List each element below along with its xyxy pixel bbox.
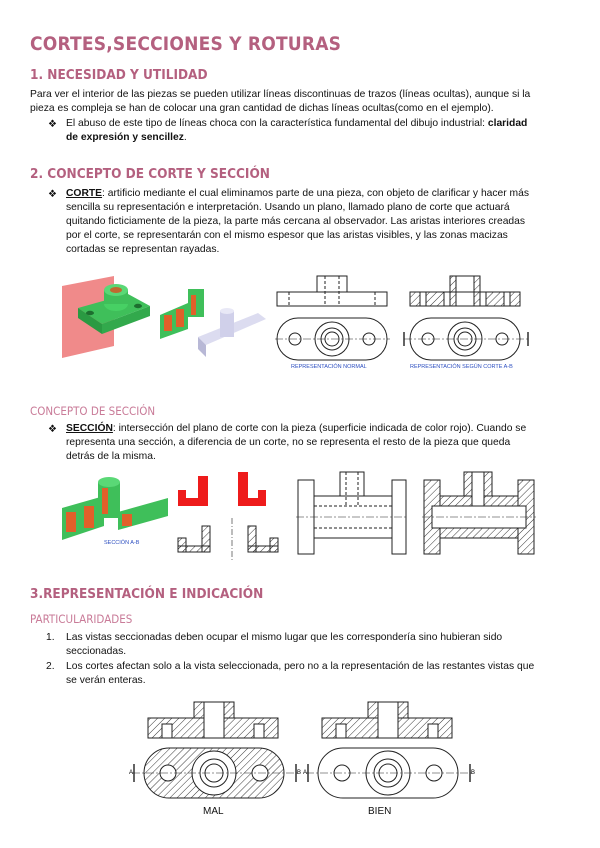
bullet-bold-text: de expresión y sencillez [66, 132, 184, 143]
concepto-seccion-subheading: CONCEPTO DE SECCIÓN [30, 404, 156, 418]
section-1-paragraph [30, 88, 575, 116]
list-item [66, 660, 591, 688]
paragraph-line: Para ver el interior de las piezas se pueden utilizar líneas discontinuas de trazos (líneas ocultas), aunque si la [30, 89, 531, 100]
section-1-bullet [66, 117, 586, 145]
paragraph-line: pieza es compleja se han de colocar una gran cantidad de dichas líneas ocultas(como en el ejemplo). [30, 103, 494, 114]
bullet-text: El abuso de este tipo de líneas choca con la característica fundamental del dibujo industrial: [66, 118, 488, 129]
tube-normal-drawing [296, 470, 411, 562]
list-item-text: se verán enteras. [66, 675, 146, 686]
cut-label-a: A [129, 770, 134, 776]
corte-term: CORTE [66, 188, 103, 199]
bullet-text: . [183, 132, 187, 143]
figure-caption: REPRESENTACIÓN NORMAL [291, 364, 367, 370]
section-ab-representation-drawing [398, 274, 538, 369]
bullet-icon: ❖ [48, 189, 57, 200]
definition-text: por el corte, se representarán con el mismo espesor que las aristas visibles, y las zonas macizas [66, 230, 508, 241]
mal-caption: MAL [203, 806, 224, 817]
definition-text: detrás de la misma. [66, 451, 156, 462]
bullet-icon: ❖ [48, 424, 57, 435]
cut-label-b: B [471, 770, 476, 776]
figure-caption: REPRESENTACIÓN SEGÚN CORTE A-B [410, 364, 513, 370]
bullet-icon: ❖ [48, 119, 57, 130]
list-item-text: seccionadas. [66, 646, 127, 657]
definition-text: : intersección del plano de corte con la pieza (superficie indicada de color rojo). Cuando se [112, 423, 527, 434]
definition-text: quitando ficticiamente de la pieza, la parte más cercana al observador. Las aristas interiores creadas [66, 216, 526, 227]
particularidades-subheading: PARTICULARIDADES [30, 612, 133, 626]
cut-label-a: A [303, 770, 308, 776]
section-1-heading: 1. NECESIDAD Y UTILIDAD [30, 67, 208, 83]
list-item [66, 631, 586, 659]
tube-section-drawing [420, 470, 538, 562]
bien-caption: BIEN [368, 806, 392, 817]
definition-text: : artificio mediante el cual eliminamos parte de una pieza, con objeto de clarificar y hacer más [102, 188, 530, 199]
list-item-text: Las vistas seccionadas deben ocupar el mismo lugar que les correspondería sino hubieran sido [66, 632, 503, 643]
figure-caption: SECCIÓN A-B [104, 540, 140, 546]
list-item-number: 1. [46, 632, 55, 643]
section-2-heading: 2. CONCEPTO DE CORTE Y SECCIÓN [30, 166, 270, 182]
definition-text: representa una sección, a diferencia de un corte, no se representa el resto de la pieza que queda [66, 437, 511, 448]
seccion-definition [66, 422, 586, 464]
cut-piece-3d-illustration [158, 285, 268, 363]
corte-definition [66, 187, 586, 257]
bullet-bold-text: claridad [487, 118, 528, 129]
bien-drawing [300, 700, 480, 805]
section-3-heading: 3.REPRESENTACIÓN E INDICACIÓN [30, 586, 264, 602]
normal-representation-drawing [275, 274, 395, 369]
cutting-plane-3d-illustration [58, 268, 153, 360]
definition-text: sencilla su representación e interpretación. Usando un plano, llamado plano de corte que actuará [66, 202, 510, 213]
mal-drawing [126, 700, 306, 805]
definition-text: cortadas se representan rayadas. [66, 244, 220, 255]
list-item-text: Los cortes afectan solo a la vista seleccionada, pero no a la representación de las restantes vistas que [66, 661, 535, 672]
cut-label-b: B [297, 770, 302, 776]
list-item-number: 2. [46, 661, 55, 672]
seccion-term: SECCIÓN [66, 423, 113, 434]
page-title: CORTES,SECCIONES Y ROTURAS [30, 33, 342, 55]
red-section-drawing [174, 468, 294, 563]
